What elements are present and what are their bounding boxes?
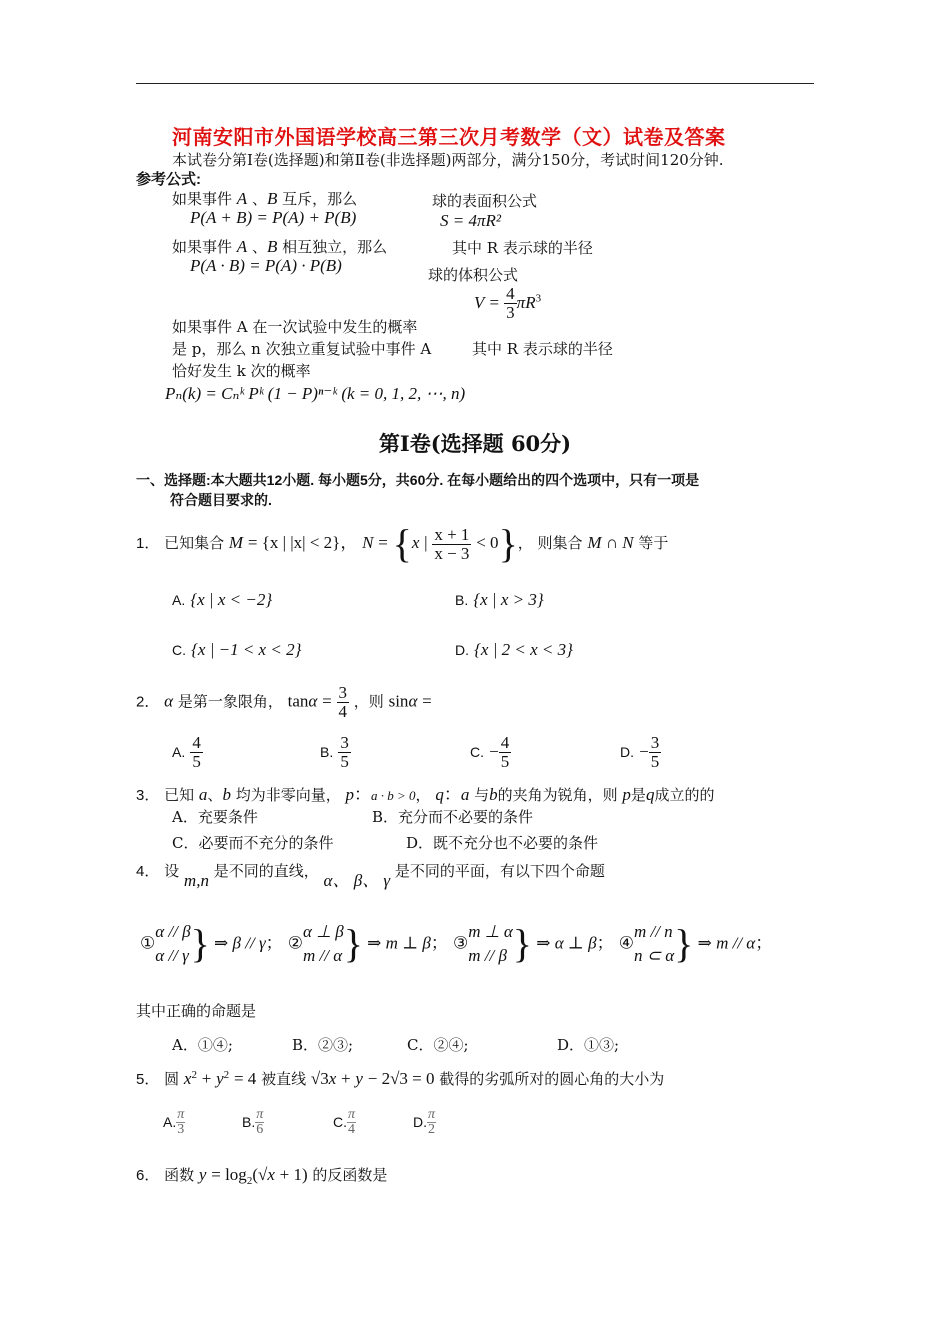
q1-option-c[interactable]: C. {x | −1 < x < 2} <box>172 640 302 659</box>
section-instructions-2: 符合题目要求的. <box>170 492 272 508</box>
sphere-volume-formula: V = $\frac{4}{3}$ $\pi R^3$ <box>474 284 542 322</box>
q5-option-a[interactable]: A. $\frac{\pi}{3}$ <box>163 1107 185 1137</box>
section-heading: 第Ⅰ卷(选择题 60分) <box>378 431 572 456</box>
indep-line: 如果事件 A 、B 相互独立，那么 <box>172 237 388 256</box>
question-1: 1． 已知集合 M = {x | |x| < 2}， N = {x | $\frac{x + 1}{x - 3}$ < 0}， 则集合 M ∩ N 等于 <box>136 521 669 566</box>
q5-option-c[interactable]: C. $\frac{\pi}{4}$ <box>333 1107 356 1137</box>
q2-option-b[interactable]: B. $\frac{3}{5}$ <box>320 733 349 771</box>
q2-option-c[interactable]: C. − $\frac{4}{5}$ <box>470 733 510 771</box>
sphere-area-formula: S = 4πR² <box>440 211 501 230</box>
document-title: 河南安阳市外国语学校高三第三次月考数学（文）试卷及答案 <box>172 125 726 149</box>
q4-option-a[interactable]: A．①④; <box>172 1036 233 1054</box>
section-instructions-1: 一、选择题:本大题共12小题. 每小题5分，共60分. 在每小题给出的四个选项中，只有一项是 <box>136 472 700 488</box>
q3-option-a[interactable]: A．充要条件 <box>172 808 258 826</box>
question-6: 6． 函数 $y = \log_2(√x + 1)$ 的反函数是 <box>136 1165 388 1187</box>
prob-line-3: 恰好发生 k 次的概率 <box>172 362 311 380</box>
q4-propositions: ① α // β α // γ } ⇒ β // γ； ② α ⊥ β m // α } ⇒ m ⊥ β； ③ m ⊥ α m // β } ⇒ α ⊥ β； ④ m // n n ⊂ α } ⇒ m // α； <box>140 921 773 966</box>
intro-text: 本试卷分第Ⅰ卷(选择题)和第Ⅱ卷(非选择题)两部分，满分150分，考试时间120分钟. <box>172 151 724 169</box>
header-rule <box>136 83 814 84</box>
sphere-area-label: 球的表面积公式 <box>432 192 538 210</box>
question-2: 2． α 是第一象限角， tanα = $\frac{3}{4}$ ，则 sinα = <box>136 683 432 721</box>
q3-option-b[interactable]: B．充分而不必要的条件 <box>372 808 534 826</box>
indep-formula: P(A · B) = P(A) · P(B) <box>190 256 342 275</box>
q4-option-b[interactable]: B．②③; <box>292 1036 354 1054</box>
sphere-volume-label: 球的体积公式 <box>428 266 519 284</box>
mutex-line: 如果事件 A 、B 互斥，那么 <box>172 189 358 208</box>
q3-option-c[interactable]: C．必要而不充分的条件 <box>172 834 334 852</box>
q4-option-c[interactable]: C．②④; <box>407 1036 469 1054</box>
prob-line-1: 如果事件 A 在一次试验中发生的概率 <box>172 318 418 336</box>
q3-option-d[interactable]: D．既不充分也不必要的条件 <box>406 834 599 852</box>
q1-option-a[interactable]: A. {x | x < −2} <box>172 590 273 609</box>
radius-note-1: 其中 R 表示球的半径 <box>452 239 593 257</box>
binomial-formula: Pₙ(k) = Cₙᵏ Pᵏ (1 − P)ⁿ⁻ᵏ (k = 0, 1, 2, ⋯, n) <box>165 384 466 403</box>
q5-option-d[interactable]: D. $\frac{\pi}{2}$ <box>413 1107 436 1137</box>
prob-line-2: 是 p，那么 n 次独立重复试验中事件 A <box>172 340 432 358</box>
question-4: 4． 设 m,n 是不同的直线， α、 β、 γ 是不同的平面，有以下四个命题 <box>136 862 605 890</box>
q2-option-a[interactable]: A. $\frac{4}{5}$ <box>172 733 201 771</box>
q4-followup: 其中正确的命题是 <box>136 1002 257 1020</box>
mutex-formula: P(A + B) = P(A) + P(B) <box>190 208 357 227</box>
q2-option-d[interactable]: D. − $\frac{3}{5}$ <box>620 733 660 771</box>
q1-option-d[interactable]: D. {x | 2 < x < 3} <box>455 640 573 659</box>
question-3: 3． 已知 a、b 均为非零向量， p：a · b > 0， q：a 与b的夹角为锐角，则 p是q成立的的 <box>136 785 715 804</box>
q1-option-b[interactable]: B. {x | x > 3} <box>455 590 544 609</box>
formula-heading: 参考公式: <box>136 171 201 188</box>
q4-option-d[interactable]: D．①③; <box>557 1036 620 1054</box>
radius-note-2: 其中 R 表示球的半径 <box>472 340 613 358</box>
q5-option-b[interactable]: B. $\frac{\pi}{6}$ <box>242 1107 264 1137</box>
question-5: 5． 圆 $x^2 + y^2 = 4$ 被直线 √3x + y − 2√3 = 0 截得的劣弧所对的圆心角的大小为 <box>136 1069 665 1088</box>
